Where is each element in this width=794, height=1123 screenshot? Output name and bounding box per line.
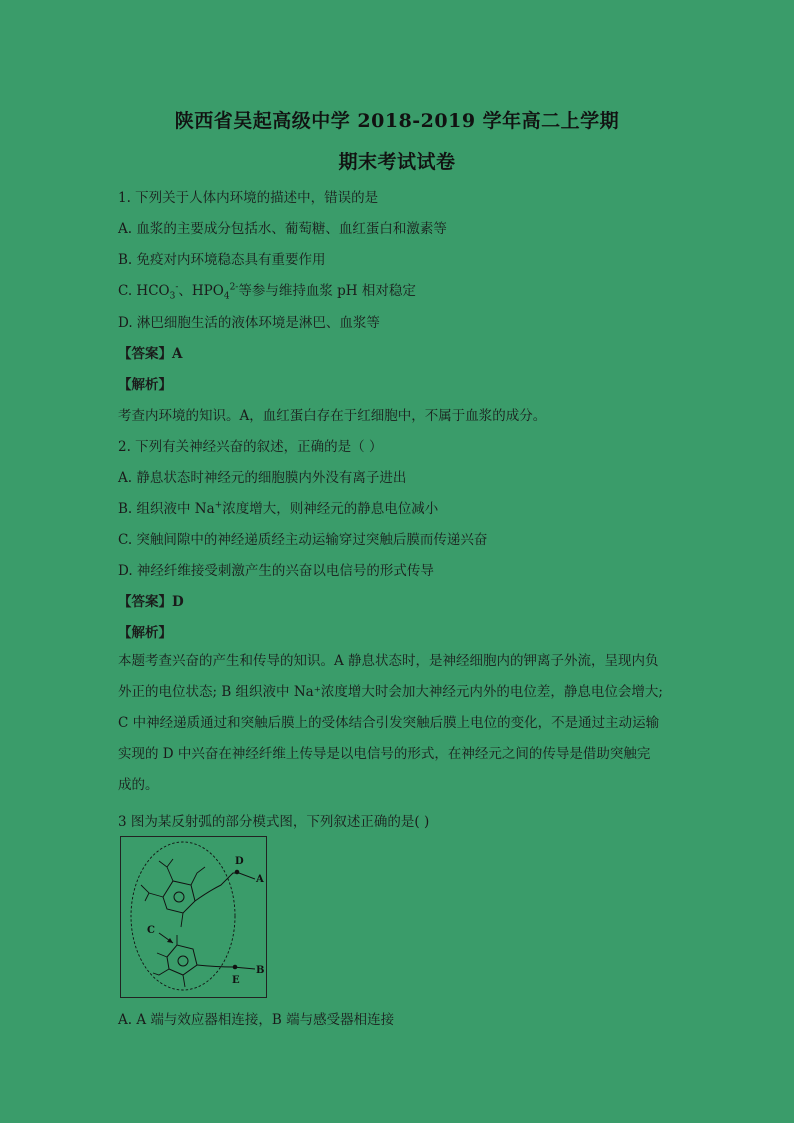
q1-analysis: 考查内环境的知识。A，血红蛋白存在于红细胞中，不属于血浆的成分。: [118, 408, 547, 424]
afferent-fiber: [195, 873, 255, 901]
q2-answer: 【答案】D: [118, 594, 184, 610]
q2-analysis-line: C 中神经递质通过和突触后膜上的受体结合引发突触后膜上电位的变化，不是通过主动运输: [118, 715, 660, 731]
title-line-2: 期末考试试卷: [338, 151, 456, 173]
point-e-marker: [233, 965, 238, 970]
q1-c-sup2: 2-: [229, 282, 239, 293]
label-e: E: [232, 975, 240, 986]
reflex-arc-figure: [120, 836, 267, 998]
q2-b-pre: B. 组织液中 Na: [118, 501, 215, 517]
q1-option-a: A. 血浆的主要成分包括水、葡萄糖、血红蛋白和激素等: [118, 221, 447, 237]
q1-c-sup1: -: [175, 282, 179, 293]
label-b: B: [256, 965, 265, 976]
title-line-1: 陕西省吴起高级中学 2018-2019 学年高二上学期: [174, 110, 620, 132]
q2-analysis-line: 成的。: [118, 777, 159, 793]
q2-b-post: 浓度增大，则神经元的静息电位减小: [222, 501, 439, 517]
q2-analysis-line: 实现的 D 中兴奋在神经纤维上传导是以电信号的形式，在神经元之间的传导是借助突触完: [118, 746, 651, 762]
q2-option-a: A. 静息状态时神经元的细胞膜内外没有离子进出: [118, 470, 407, 486]
q1-analysis-label: 【解析】: [118, 377, 172, 393]
q1-option-b: B. 免疫对内环境稳态具有重要作用: [118, 252, 326, 268]
lower-neuron-nucleus: [178, 956, 188, 966]
q2-option-b: [118, 497, 438, 517]
q2-option-c: C. 突触间隙中的神经递质经主动运输穿过突触后膜而传递兴奋: [118, 532, 488, 548]
q2-analysis-line: 外正的电位状态; B 组织液中 Na⁺浓度增大时会加大神经元内外的电位差，静息电位会增大;: [118, 684, 663, 700]
label-d: D: [235, 856, 244, 867]
q2-analysis-label: 【解析】: [118, 625, 172, 641]
q1-option-c: [118, 279, 416, 302]
point-d-marker: [235, 870, 240, 875]
upper-neuron-dendrites: [141, 859, 205, 927]
reflex-arc-diagram: [121, 837, 266, 997]
q1-c-pre: C. HCO: [118, 283, 170, 299]
upper-neuron-nucleus: [174, 892, 184, 902]
q3-stem: 3 图为某反射弧的部分模式图，下列叙述正确的是( ): [118, 814, 430, 830]
q1-stem: 1. 下列关于人体内环境的描述中，错误的是: [118, 190, 379, 206]
q2-b-sup: +: [214, 500, 223, 511]
efferent-fiber: [197, 965, 255, 969]
q1-answer: 【答案】A: [118, 346, 183, 362]
upper-neuron-body: [163, 881, 195, 913]
label-a: A: [256, 874, 264, 885]
q1-c-sub1: 3: [169, 291, 176, 302]
q1-c-sub2: 4: [223, 291, 230, 302]
lower-neuron-dendrites: [153, 935, 185, 987]
q2-option-d: D. 神经纤维接受刺激产生的兴奋以电信号的形式传导: [118, 563, 434, 579]
label-c: C: [147, 925, 155, 936]
q2-analysis-line: 本题考查兴奋的产生和传导的知识。A 静息状态时，是神经细胞内的钾离子外流，呈现内负: [118, 653, 659, 669]
lower-neuron-body: [167, 945, 197, 975]
q1-c-post: 等参与维持血浆 pH 相对稳定: [238, 283, 416, 299]
q1-option-d: D. 淋巴细胞生活的液体环境是淋巴、血浆等: [118, 315, 380, 331]
q2-analysis: [118, 646, 678, 801]
q2-stem: 2. 下列有关神经兴奋的叙述，正确的是（ ）: [118, 439, 383, 455]
q1-c-mid: 、HPO: [178, 283, 224, 299]
q3-option-a: A. A 端与效应器相连接，B 端与感受器相连接: [118, 1012, 395, 1028]
